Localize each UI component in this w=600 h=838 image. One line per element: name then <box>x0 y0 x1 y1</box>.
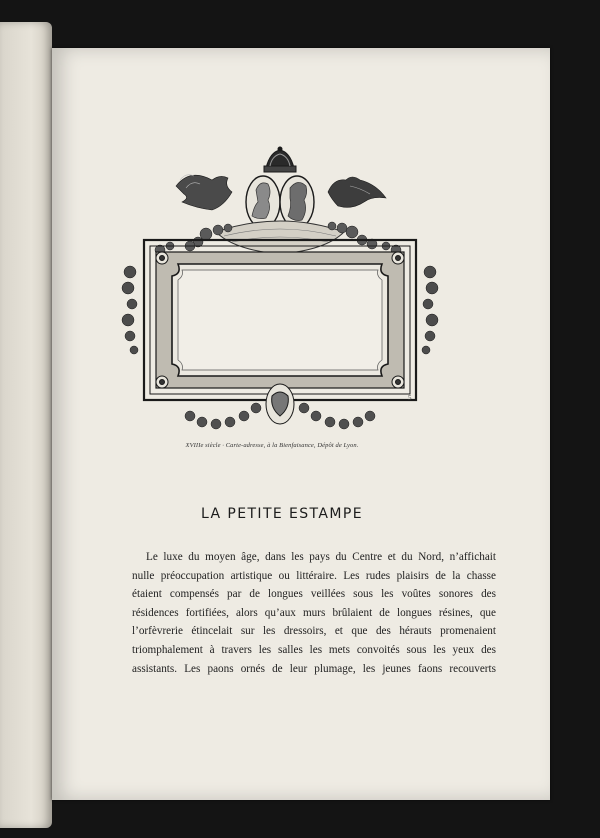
paragraph-line: triomphalement à travers les salles les mets convoités sous les yeux des <box>132 643 496 656</box>
plate-number: 5 <box>408 394 412 402</box>
left-page-edge <box>0 22 52 828</box>
paragraph-line: Le luxe du moyen âge, dans les pays du Centre et du Nord, n’affichait <box>146 551 496 563</box>
paragraph-line: assistants. Les paons ornés de leur plumage, les jeunes faons recouverts <box>132 662 496 675</box>
paragraph-line: résidences fortifiées, alors qu’aux murs brûlaient de longues résines, que <box>132 606 496 619</box>
paragraph-line: étaient compensés par de longues veillées sous les voûtes sonores des <box>132 588 496 601</box>
phoenix-left-icon <box>176 175 232 210</box>
drapery-banner <box>216 221 344 254</box>
ornamental-frame-engraving <box>120 146 440 436</box>
paragraph-line: nulle préoccupation artistique ou littéraire. Les rudes plaisirs de la chasse <box>132 569 496 582</box>
lion-shield-icon <box>266 384 294 424</box>
body-paragraph <box>132 548 496 678</box>
eagle-right-icon <box>328 177 386 207</box>
crown-icon <box>264 147 296 172</box>
paragraph-line: l’orfèvrerie étincelait sur les dressoirs, et que des hérauts promenaient <box>132 625 496 638</box>
chapter-title: LA PETITE ESTAMPE <box>201 506 363 522</box>
medallion-portraits <box>246 176 314 228</box>
book-page <box>52 48 550 800</box>
figure-caption: XVIIIe siècle · Carte-adresse, à la Bienfaisance, Dépôt de Lyon. <box>185 442 359 449</box>
